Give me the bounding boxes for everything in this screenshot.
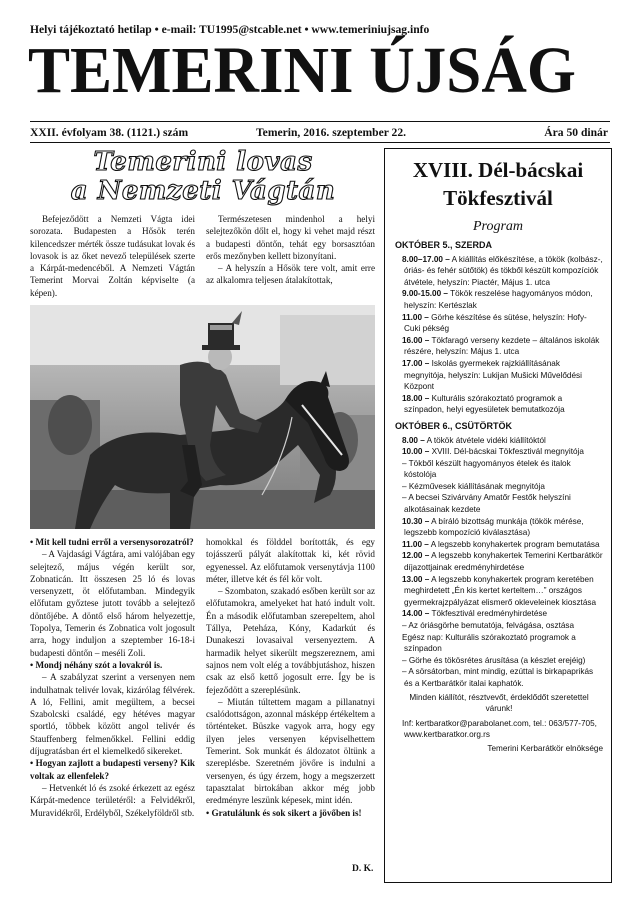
- program-item: 10.30 – A bíráló bizottság munkája (tökök mérése, legszebb kompozíció kiválasztása): [402, 516, 584, 538]
- issue-volume: XXII. évfolyam 38. (1121.) szám: [30, 126, 189, 139]
- program-item: 10.00 – XVIII. Dél-bácskai Tökfesztivál megnyitója: [402, 447, 584, 457]
- article-intro: Befejeződött a Nemzeti Vágta idei sorozata. Budapesten a Hősök terén kilencedszer mérték össze tudásukat lovak és lovasok is az őket nevező települések szerte a Kárpát-medencéből. A Nemzeti Vágtán Temerint Morvai Zoltán képviselte (a képen).: [30, 214, 195, 298]
- program-item: 13.00 – A legszebb konyhakertek program keretében meghirdetett „Én kis kertet kerteltem…” országos gyermekrajzpályázat elismerő okleveleinek kiosztása: [402, 574, 597, 607]
- festival-program-box: [384, 148, 612, 883]
- article-headline: [30, 148, 376, 206]
- program-item: 8.00–17.00 – A kiállítás előkészítése, a tökök (kolbász-, óriás- és fehér sütőtök) és tökből készült kompozíciók átvétele, helyszín: Piactér, Május 1. utca: [402, 254, 603, 287]
- header-info-line: Helyi tájékoztató hetilap • e-mail: TU1995@stcable.net • www.temeriniujsag.info: [30, 23, 430, 36]
- headline-line-2: a Nemzeti Vágtán: [70, 176, 336, 206]
- program-item: – Az óriásgörhe bemutatója, felvágása, osztása: [402, 621, 575, 630]
- program-item: 12.00 – A legszebb konyhakertek Temerini Kertbarátkör díjazottjainak eredményhirdetése: [402, 551, 603, 573]
- article-signature: D. K.: [352, 864, 374, 874]
- program-item: Egész nap: Kulturális szórakoztató programok a színpadon: [402, 632, 576, 654]
- festival-invite: Minden kiállítót, résztvevőt, érdeklődőt szeretettel várunk!: [409, 692, 589, 714]
- program-item: 18.00 – Kulturális szórakoztató programok a színpadon, helyi egyesületek bemutatkozója: [402, 393, 565, 415]
- festival-title-line-2: Tökfesztivál: [443, 186, 553, 210]
- header-rule-bottom: [30, 142, 610, 143]
- program-item: – Kézművesek kiállításának megnyitója: [402, 481, 545, 491]
- headline-line-1: Temerini lovas: [93, 147, 313, 177]
- program-item: 14.00 – Tökfesztivál eredményhirdetése: [402, 609, 548, 619]
- festival-title-line-1: XVIII. Dél-bácskai: [412, 158, 584, 182]
- program-item: – Görhe és tökösrétes árusítása (a készlet erejéig): [402, 655, 586, 665]
- article-left-column: [30, 536, 195, 819]
- festival-organizer: Temerini Kerbarátkör elnöksége: [487, 743, 603, 753]
- interview-answer-3: – Hetvenkét ló és zsoké érkezett az egész Kárpát-medence területéről: a Felvidékről, Muravidékről, Erdélyből, Székelyföldről stb.: [30, 782, 195, 818]
- article-closing: • Gratulálunk és sok sikert a jövőben is!: [206, 807, 362, 818]
- article-right-p3: – Miután túltettem magam a pillanatnyi csalódottságon, azonnal másképp értékeltem a történteket. Büszke vagyok arra, hogy egy ilyen jeles versenyen képviselhettem Temerint. Sok munkát és áldozatot öltünk a szereplésbe. Szeretném jövőre is indulni a versenyen, és úgy érzem, hogy a megszerzett tapasztalat birtokában akkor még jobb eredményre leszünk képesek, mint idén.: [206, 696, 376, 806]
- header-rule-top: [30, 121, 610, 122]
- article-top-right-p1: Természetesen mindenhol a helyi selejtezőkön dőlt el, hogy ki vehet majd részt a budapesti döntőn, tehát egy borsasztóan erős mezőnyben kellett bizonyítani.: [206, 214, 375, 261]
- program-item: 11.00 – A legszebb konyhakertek program bemutatása: [402, 539, 600, 549]
- interview-answer-2: – A szabályzat szerint a versenyen nem indulhatnak telivér lovak, kizárólag félvérek. A ló, Fellini, amit megültem, a becsei Szabolcski családé, egy hétéves magyar sportló, többek között angol telivér és Stauffenberg felmenőkkel. Fellini eddig díjugratásban ért el kiemelkedő sikereket.: [30, 672, 195, 757]
- masthead-title: TEMERINI ÚJSÁG: [28, 33, 576, 107]
- festival-subtitle: Program: [472, 219, 524, 234]
- program-item: – A becsei Szivárvány Amatőr Festők helyszíni alkotásainak kezdete: [402, 493, 571, 515]
- horse-rider-icon: [30, 305, 375, 529]
- article-right-column: [206, 536, 375, 819]
- program-item: – A sörsátorban, mint mindig, ezúttal is birkapaprikás és a Kertbarátkör italai kaphatók.: [402, 667, 594, 688]
- festival-program-list: [395, 237, 603, 755]
- program-day-2: OKTÓBER 6., CSÜTÖRTÖK: [395, 420, 513, 431]
- program-item: – Tökből készült hagyományos ételek és italok kóstolója: [402, 458, 571, 480]
- article-top-right-column: [206, 213, 375, 287]
- horse-rider-photo: [30, 305, 375, 529]
- article-right-p1: homokkal és földdel borították, és egy tojásszerű pályát alakítottak ki, két rövid egyenessel. Az előfutamok versenytávja 1100 méter, illetve két és fél kör volt.: [206, 537, 375, 584]
- issue-date: Temerin, 2016. szeptember 22.: [256, 126, 407, 139]
- interview-question-3: • Hogyan zajlott a budapesti verseny? Kik voltak az ellenfelek?: [30, 758, 195, 781]
- program-day-1: OKTÓBER 5., SZERDA: [395, 240, 493, 250]
- issue-price: Ára 50 dinár: [544, 126, 608, 139]
- interview-question-2: • Mondj néhány szót a lovakról is.: [30, 659, 163, 670]
- program-item: 9.00-15.00 – Tökök reszelése hagyományos módon, helyszín: Kertészlak: [402, 289, 593, 310]
- program-item: 11.00 – Görhe készítése és sütése, helyszín: Hofy-Cuki pékség: [402, 312, 587, 334]
- festival-contact: Inf: kertbaratkor@parabolanet.com, tel.: 063/577-705, www.kertbaratkor.org.rs: [402, 718, 597, 740]
- article-intro-column: [30, 213, 195, 299]
- program-item: 8.00 – A tökök átvétele vidéki kiállítóktól: [402, 435, 546, 445]
- program-item: 17.00 – Iskolás gyermekek rajzkiállításának megnyitója, helyszín: Lukijan Mušicki Művelődési Központ: [402, 358, 582, 392]
- article-right-p2: – Szombaton, szakadó esőben került sor az előfutamokra, amelyeket hat ható indult volt. Én a második előfutamban szerepeltem, ahol Tállya, Peteháza, Kóny, Kadarkút és Dunakeszi lovasaival versenyeztem. A harmadik helyet sikerült megszereznem, ami sajnos nem volt elég a továbbjutáshoz, hiszen csak az első kettő jogosult erre. Így be is fejeződött a szereplésünk.: [206, 586, 375, 695]
- interview-question-1: • Mit kell tudni erről a versenysorozatról?: [30, 537, 194, 547]
- article-top-right-p2: – A helyszín a Hősök tere volt, amit erre az alkalomra teljesen átalakítottak,: [206, 263, 375, 286]
- program-item: 16.00 – Tökfaragó verseny kezdete – általános iskolák részére, helyszín: Május 1. utca: [402, 335, 600, 357]
- interview-answer-1: – A Vajdasági Vágtára, ami valójában egy selejtező, május végén került sor, Zobnaticán. Itt összesen 25 ló és lovas versenyzett, öt előfutamban. Mindegyik előfutam győztese jutott tovább a selejtező döntőjébe. A döntő első három helyezettje, Topolya, Temerin és Zobnatica volt jogosult arra, hogy induljon a szeptember 16-18-i budapesti döntőn – meséli Zoli.: [30, 549, 195, 658]
